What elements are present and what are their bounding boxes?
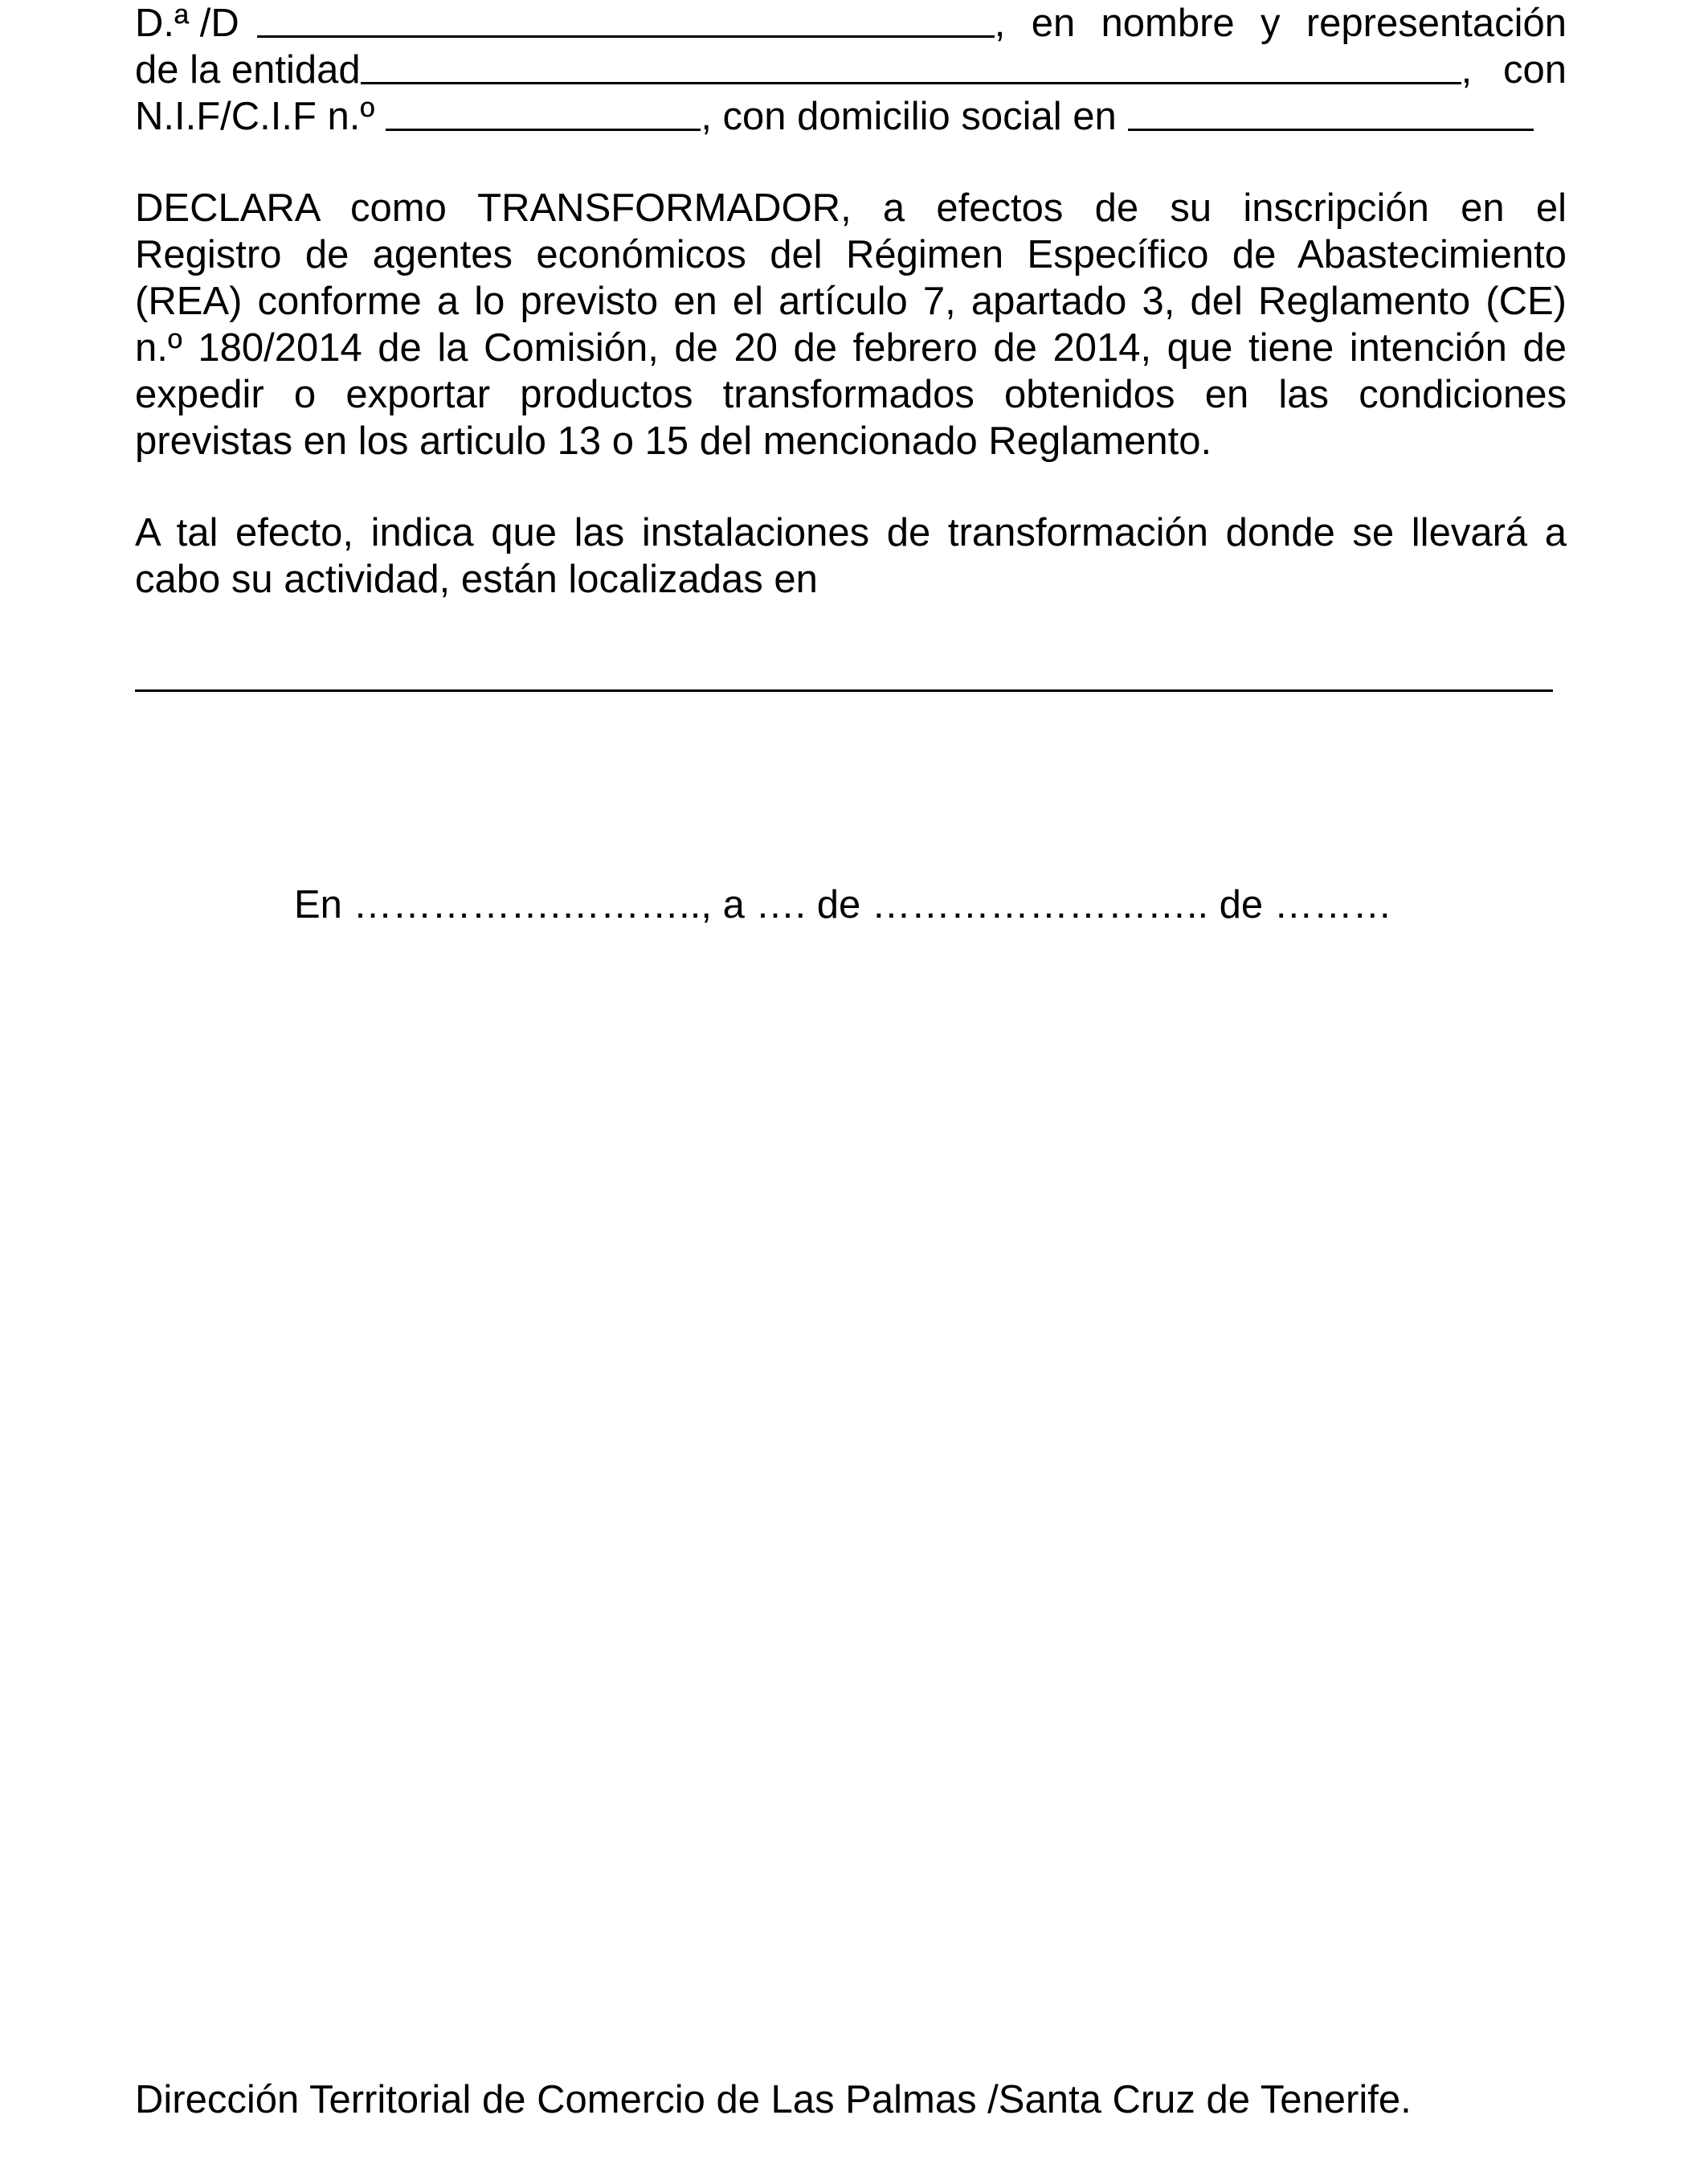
representation-label: , en nombre y representación (994, 2, 1567, 45)
declaration-line: Registro de agentes económicos del Régimen Específico de Abastecimiento (135, 233, 1567, 276)
location-blank-field[interactable] (135, 689, 1553, 692)
directorate-footer: Dirección Territorial de Comercio de Las Palmas /Santa Cruz de Tenerife. (135, 2078, 1412, 2121)
entity-label: de la entidad (135, 48, 361, 92)
domicile-blank-field[interactable] (1128, 93, 1534, 131)
place-date-line: En …………….……….., a …. de …………………….. de ……… (294, 883, 1392, 927)
installations-line: cabo su actividad, están localizadas en (135, 558, 818, 601)
nif-line (135, 93, 1567, 140)
name-blank-field[interactable] (257, 0, 995, 38)
entity-line (135, 47, 1567, 93)
declaration-line: expedir o exportar productos transformados obtenidos en las condiciones (135, 373, 1567, 416)
declaration-line: previstas en los articulo 13 o 15 del mencionado Reglamento. (135, 419, 1212, 463)
con-label: , con (1461, 48, 1567, 92)
declaration-paragraph (135, 185, 1567, 464)
installations-line: A tal efecto, indica que las instalaciones de transformación donde se llevará a (135, 511, 1567, 554)
declaration-line: n.º 180/2014 de la Comisión, de 20 de febrero de 2014, que tiene intención de (135, 326, 1567, 370)
name-label: D.ª /D (135, 2, 239, 45)
entity-blank-field[interactable] (361, 47, 1461, 84)
header-block (135, 0, 1567, 140)
nif-label: N.I.F/C.I.F n.º (135, 95, 375, 138)
nif-blank-field[interactable] (386, 93, 701, 131)
declaration-line: (REA) conforme a lo previsto en el artículo 7, apartado 3, del Reglamento (CE) (135, 280, 1567, 323)
domicile-label: , con domicilio social en (701, 95, 1117, 138)
declaration-line: DECLARA como TRANSFORMADOR, a efectos de su inscripción en el (135, 186, 1567, 230)
installations-paragraph (135, 509, 1567, 603)
name-line (135, 0, 1567, 47)
